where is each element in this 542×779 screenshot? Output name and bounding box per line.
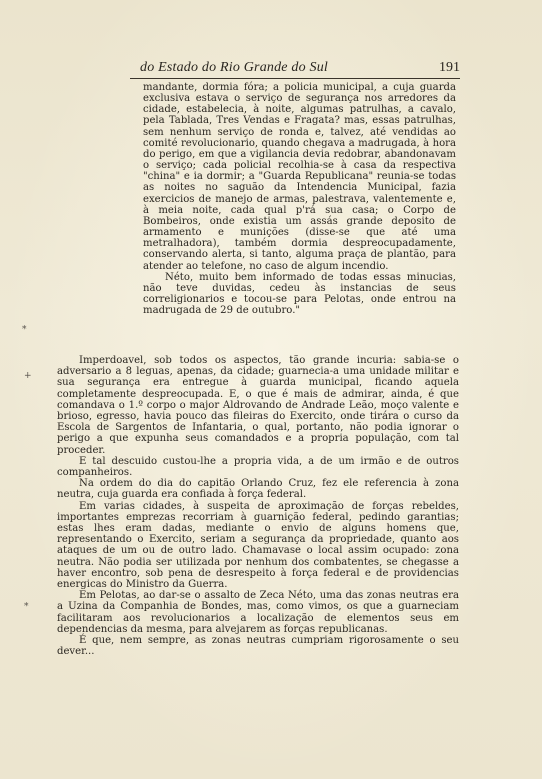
body-paragraph: Na ordem do dia do capitão Orlando Cruz, fez ele referencia à zona neutra, cuja guarda era confiada à força federal. bbox=[57, 478, 459, 501]
margin-speck: + bbox=[24, 371, 32, 381]
body-paragraph: Em varias cidades, à suspeita de aproximação de forças rebeldes, importantes emprezas recorriam à guarnição federal, pedindo garantias; estas lhes eram dadas, mediante o envio de alguns homens que, representando o Exercito, seriam a segurança da propriedade, quanto aos ataques de um ou de outro lado. Chamavase o local assim ocupado: zona neutra. Não podia ser utilizada por nenhum dos combatentes, se chegasse a haver encontro, sob pena de desrespeito à força federal e de providencias energicas do Ministro da Guerra. bbox=[57, 500, 459, 591]
body-paragraph: Em Pelotas, ao dar-se o assalto de Zeca Néto, uma das zonas neutras era a Uzina da Companhia de Bondes, mas, como vimos, os que a guarneciam facilitaram aos revolucionarios a localização de elementos seus em dependencias da mesma, para alvejarem as forças republicanas. bbox=[57, 590, 459, 635]
body-paragraph: E tal descuido custou-lhe a propria vida, a de um irmão e de outros companheiros. bbox=[57, 455, 459, 479]
quote-paragraph: Néto, muito bem informado de todas essas minucias, não teve duvidas, cedeu às instancias de seus correligionarios e tocou-se para Pelotas, onde entrou na madrugada de 29 de outubro." bbox=[143, 271, 456, 317]
page-number: 191 bbox=[439, 60, 460, 75]
header-rule bbox=[130, 78, 460, 79]
body-text bbox=[57, 355, 459, 657]
block-quotation bbox=[143, 82, 456, 316]
body-paragraph: É que, nem sempre, as zonas neutras cumpriam rigorosamente o seu dever... bbox=[57, 635, 459, 658]
margin-speck: * bbox=[22, 325, 27, 335]
body-paragraph: Imperdoavel, sob todos os aspectos, tão grande incuria: sabia-se o adversario a 8 leguas, apenas, da cidade; guarnecia-a uma unidade militar e sua segurança era entregue à guarda municipal, ficando aquela completamente despreocupada. E, o que é mais de admirar, ainda, é que comandava o 1.º corpo o major Aldrovando de Andrade Leão, moço valente e brioso, egresso, havia pouco das fileiras do Exercito, onde tirára o curso da Escola de Sargentos de Infantaria, o qual, portanto, não podia ignorar o perigo a que expunha seus comandados e a propria população, com tal proceder. bbox=[57, 355, 459, 456]
page-header bbox=[130, 60, 460, 78]
quote-paragraph: mandante, dormia fóra; a policia municipal, a cuja guarda exclusiva estava o serviço de segurança nos arredores da cidade, estabelecia, à noite, algumas patrulhas, a cavalo, pela Tablada, Tres Vendas e Fragata? mas, essas patrulhas, sem nenhum serviço de ronda e, talvez, até vendidas ao comité revolucionario, quando chegava a madrugada, à hora do perigo, em que a vigilancia devia redobrar, abandonavam o serviço; cada policial recolhia-se à casa da respectiva "china" e ia dormir; a "Guarda Republicana" reunia-se todas as noites no saguão da Intendencia Municipal, fazia exercicios de manejo de armas, palestrava, valentemente e, à meia noite, cada qual p'rá sua casa; o Corpo de Bombeiros, onde existia um assás grande deposito de armamento e munições (disse-se que até uma metralhadora), também dormia despreocupadamente, conservando alerta, si tanto, alguma praça de plantão, para atender ao telefone, no caso de algum incendio. bbox=[143, 82, 456, 272]
running-title: do Estado do Rio Grande do Sul bbox=[140, 60, 328, 75]
margin-speck: * bbox=[24, 602, 29, 612]
